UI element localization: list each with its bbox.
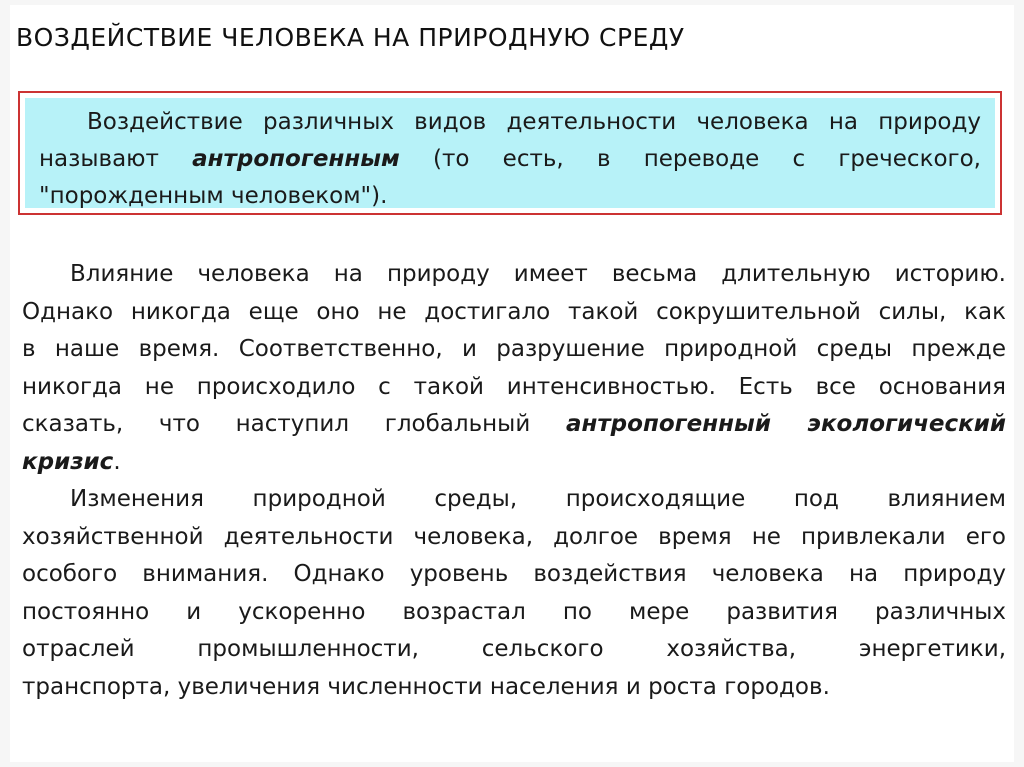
term-ecological-crisis: антропогенный экологический — [565, 411, 1006, 437]
definition-line-2-start: называют — [39, 146, 193, 172]
paragraph-1-line-5-start: сказать, что наступил глобальный — [22, 411, 566, 437]
body-text — [22, 256, 1006, 706]
paragraph-1-line-4: никогда не происходило с такой интенсивностью. Есть все основания — [22, 373, 1006, 400]
slide-title: ВОЗДЕЙСТВИЕ ЧЕЛОВЕКА НА ПРИРОДНУЮ СРЕДУ — [16, 23, 685, 52]
definition-line-1: Воздействие различных видов деятельности человека на природу — [87, 109, 981, 135]
paragraph-2-line-2: хозяйственной деятельности человека, долгое время не привлекали его — [22, 523, 1006, 550]
paragraph-2-line-4: постоянно и ускоренно возрастал по мере развития различных — [22, 598, 1006, 625]
paragraph-2-line-1: Изменения природной среды, происходящие под влиянием — [70, 486, 1006, 512]
definition-line-2-end: (то есть, в переводе с греческого, — [399, 146, 981, 172]
slide — [10, 5, 1014, 762]
term-crisis: кризис — [22, 448, 114, 475]
definition-line-3: "порожденным человеком"). — [39, 183, 388, 209]
definition-box — [18, 91, 1002, 215]
paragraph-2-line-5: отраслей промышленности, сельского хозяйства, энергетики, — [22, 636, 1006, 662]
definition-line-2 — [39, 141, 981, 178]
paragraph-1-line-1: Влияние человека на природу имеет весьма длительную историю. — [70, 261, 1006, 287]
paragraph-1-line-3: в наше время. Соответственно, и разрушение природной среды прежде — [22, 336, 1006, 362]
paragraph-2-line-6: транспорта, увеличения численности населения и роста городов. — [22, 673, 830, 700]
term-anthropogenic: антропогенным — [192, 146, 400, 172]
paragraph-2-line-3: особого внимания. Однако уровень воздействия человека на природу — [22, 561, 1006, 587]
definition-text — [25, 98, 995, 208]
paragraph-1-line-6 — [22, 444, 1006, 482]
paragraph-1-line-5 — [22, 406, 1006, 444]
paragraph-1-line-6-end: . — [113, 448, 121, 475]
paragraph-1-line-2: Однако никогда еще оно не достигало такой сокрушительной силы, как — [22, 298, 1006, 325]
